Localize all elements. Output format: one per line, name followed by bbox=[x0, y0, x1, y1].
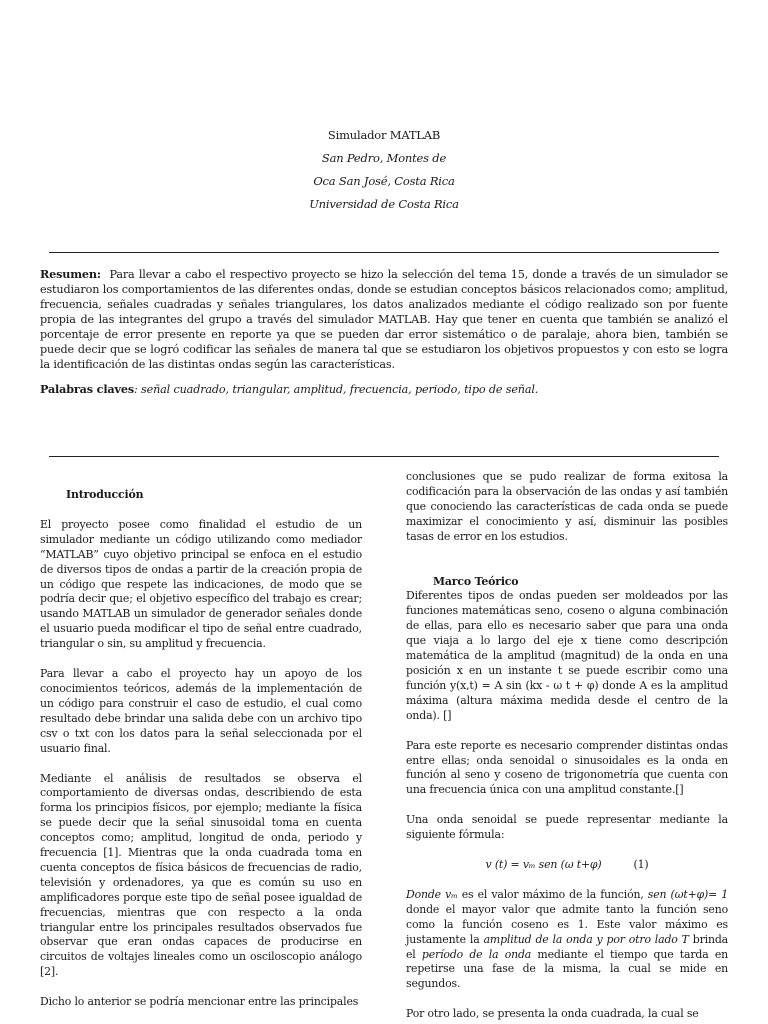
p4-sen: sen (ωt+φ)= 1 bbox=[647, 887, 728, 901]
conclusions-paragraph: conclusiones que se pudo realizar de forma exitosa la codificación para la observación de las ondas y así también que conociendo las características de cada onda se puede maximizar el conocimiento y así, disminuir las posibles tasas de error en los estudios. bbox=[406, 470, 728, 543]
p4-text-2: donde el mayor valor que admite tanto la función seno como la función coseno es 1. Este valor máximo es justamente la bbox=[406, 902, 728, 946]
intro-paragraph-4: Dicho lo anterior se podría mencionar entre las principales bbox=[40, 995, 359, 1009]
paper-title: Simulador MATLAB bbox=[327, 128, 441, 142]
paper-header bbox=[0, 124, 768, 216]
intro-paragraph-3: Mediante el análisis de resultados se observa el comportamiento de diversas ondas, describiendo de esta forma los principios físicos, por ejemplo; mediante la física se puede decir que la señal sinusoidal toma en cuenta conceptos como; amplitud, longitud de onda, periodo y frecuencia [1]. Mientras que la onda cuadrada toma en cuenta conceptos de física básicos de frecuencias de radio, televisión y ordenadores, ya que es común su uso en amplificadores porque este tipo de señal posee igualdad de frecuencias, mientras que con respecto a la onda triangular entre los principales resultados observados fue observar que eran ondas capaces de producirse en circuitos de voltajes lineales como un osciloscopio análogo [2]. bbox=[40, 771, 362, 979]
p4-amplitud: amplitud de la onda y por otro lado T bbox=[483, 932, 689, 946]
keywords bbox=[40, 382, 728, 397]
section-heading-introduccion: Introducción bbox=[66, 488, 144, 501]
divider-top bbox=[49, 252, 719, 253]
theory-paragraph-4 bbox=[406, 888, 728, 992]
section-heading-marco-teorico: Marco Teórico bbox=[433, 574, 519, 588]
keywords-text: : señal cuadrado, triangular, amplitud, frecuencia, periodo, tipo de señal. bbox=[134, 383, 539, 396]
p4-text-4: mediante el tiempo que tarda en repetirse una fase de la misma, la cual se mide en segundos. bbox=[406, 947, 728, 991]
abstract-text: Para llevar a cabo el respectivo proyecto se hizo la selección del tema 15, donde a través de un simulador se estudiaron los comportamientos de las diferentes ondas, donde se estudian conceptos básicos relacionados como; amplitud, frecuencia, señales cuadradas y señales triangulares, los datos analizados mediante el código realizado son por fuente propia de las integrantes del grupo a través del simulador MATLAB. Hay que tener en cuenta que también se analizó el porcentaje de error presente en reporte ya que se pueden dar error sistemático o de paralaje, ahora bien, también se puede decir que se logró codificar las señales de manera tal que se estudiaron los objetivos propuestos y con esto se logra la identificación de las distintas ondas según las características. bbox=[40, 268, 729, 371]
divider-middle bbox=[49, 456, 719, 457]
theory-paragraph-3: Una onda senoidal se puede representar mediante la siguiente fórmula: bbox=[406, 813, 728, 842]
abstract bbox=[40, 267, 728, 372]
keywords-label: Palabras claves bbox=[40, 382, 134, 396]
abstract-label: Resumen: bbox=[40, 267, 101, 281]
left-column bbox=[40, 470, 362, 1010]
right-column bbox=[406, 470, 728, 1022]
equation-1-expression: v (t) = vₘ sen (ω t+φ) bbox=[485, 858, 602, 872]
p4-text-1: es el valor máximo de la función, bbox=[457, 887, 648, 901]
p4-text-3: brinda el bbox=[406, 932, 728, 961]
p4-periodo: período de la onda bbox=[421, 947, 532, 961]
author-address-line-1: San Pedro, Montes de bbox=[321, 151, 447, 165]
author-address-line-2: Oca San José, Costa Rica bbox=[313, 174, 455, 188]
intro-paragraph-2: Para llevar a cabo el proyecto hay un apoyo de los conocimientos teóricos, además de la implementación de un código para construir el caso de estudio, el cual como resultado debe brindar una salida debe con un archivo tipo csv o txt con los datos para la señal seleccionada por el usuario final. bbox=[40, 667, 362, 755]
equation-1-number: (1) bbox=[633, 858, 649, 872]
theory-paragraph-5: Por otro lado, se presenta la onda cuadrada, la cual se bbox=[406, 1007, 699, 1021]
intro-paragraph-1: El proyecto posee como finalidad el estudio de un simulador mediante un código utilizando como mediador “MATLAB” cuyo objetivo principal se enfoca en el estudio de diversos tipos de ondas a partir de la creación propia de un código que respete las indicaciones, de modo que se podría decir que; el objetivo específico del trabajo es crear; usando MATLAB un simulador de generador señales donde el usuario pueda modificar el tipo de señal entre cuadrado, triangular o sin, su amplitud y frecuencia. bbox=[40, 517, 362, 651]
p4-donde: Donde vₘ bbox=[406, 887, 458, 901]
theory-paragraph-1: Diferentes tipos de ondas pueden ser moldeados por las funciones matemáticas seno, coseno o alguna combinación de ellas, para ello es necesario saber que para una onda que viaja a lo largo del eje x tiene como descripción matemática de la amplitud (magnitud) de la onda en una posición x en un instante t se puede escribir como una función y(x,t) = A sin (kx - ω t + φ) donde A es la amplitud máxima (altura máxima medida desde el centro de la onda). [] bbox=[406, 589, 728, 722]
theory-paragraph-2: Para este reporte es necesario comprender distintas ondas entre ellas; onda senoidal o sinusoidales es la onda en función al seno y coseno de trigonometría que cuenta con una frecuencia única con una amplitud constante.[] bbox=[406, 738, 728, 797]
institution: Universidad de Costa Rica bbox=[309, 197, 459, 211]
equation-1 bbox=[406, 858, 728, 873]
